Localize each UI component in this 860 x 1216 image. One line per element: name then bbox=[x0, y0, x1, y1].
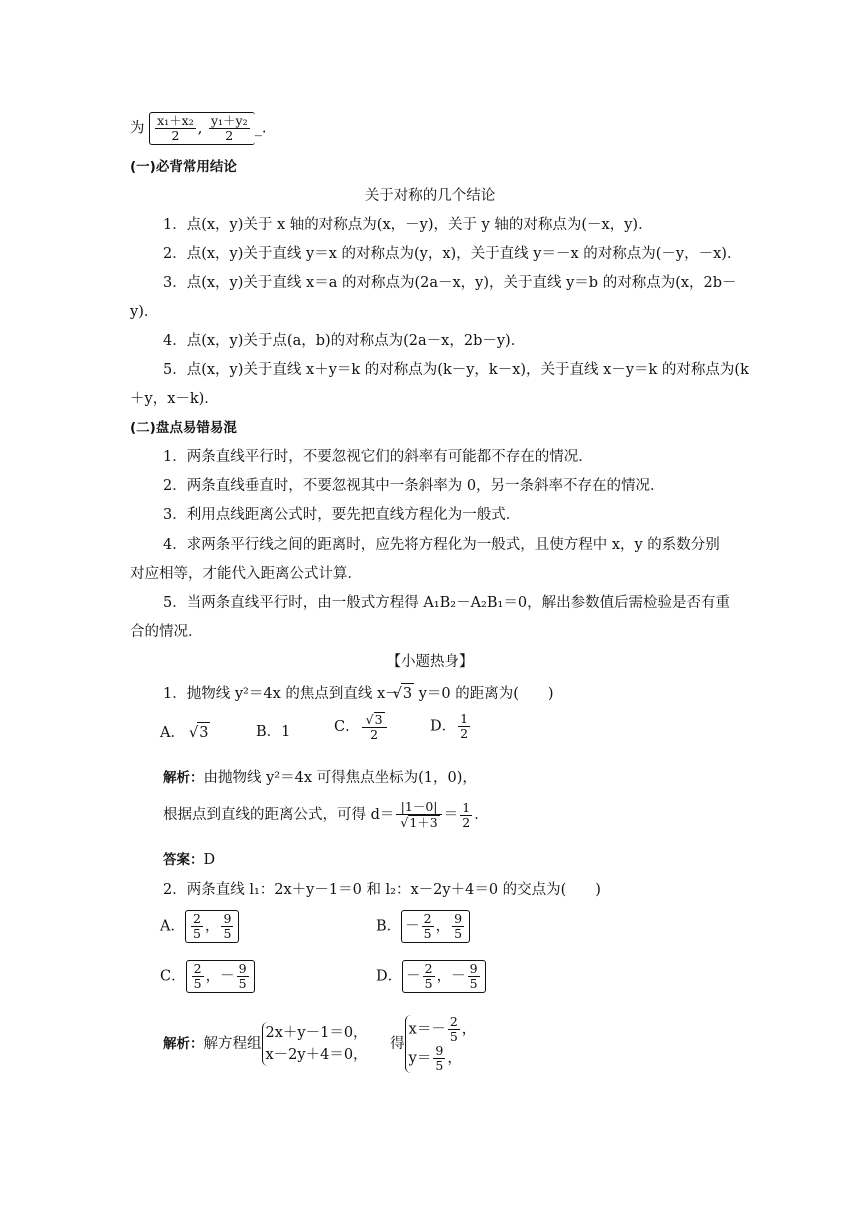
option-label: D． bbox=[430, 718, 457, 735]
fraction-num: |1－0| bbox=[396, 800, 441, 815]
distance-fraction bbox=[396, 800, 441, 830]
fraction-den: 5 bbox=[424, 976, 433, 991]
q1-stem-b: y＝0 的距离为( ) bbox=[414, 686, 554, 702]
warmup-title: 【小题热身】 bbox=[386, 654, 474, 670]
fraction-den: 5 bbox=[454, 926, 463, 941]
fraction-den: 5 bbox=[423, 926, 432, 941]
sqrt-term: √ 1＋3 bbox=[408, 815, 439, 830]
solution-y: y＝ bbox=[408, 1050, 432, 1067]
answer-label: 答案： bbox=[163, 852, 204, 868]
q1-answer bbox=[163, 850, 215, 870]
mistake-4: 4．求两条平行线之间的距离时，应先将方程化为一般式，且使方程中 x，y 的系数分别 bbox=[163, 537, 720, 553]
fraction-den: 5 bbox=[469, 976, 478, 991]
mistake-5: 5．当两条直线平行时，由一般式方程得 A₁B₂－A₂B₁＝0，解出参数值后需检验是否有重 bbox=[163, 595, 731, 611]
q2-option-b bbox=[376, 910, 470, 943]
fraction bbox=[458, 712, 470, 741]
option-label: A． bbox=[160, 725, 185, 741]
q1-option-a bbox=[160, 722, 210, 743]
conclusion-4: 4．点(x，y)关于点(a，b)的对称点为(2a－x，2b－y)． bbox=[163, 333, 526, 349]
equation: x－2y＋4＝0， bbox=[265, 1047, 368, 1063]
solution-system: x＝－ $\frac{2}{5}$ ， y＝ $\frac{9}{5}$ ， bbox=[405, 1015, 477, 1073]
option-label: A． bbox=[160, 918, 185, 935]
q2-option-a bbox=[160, 910, 239, 943]
fraction-den: 2 bbox=[171, 128, 180, 143]
conclusion-2: 2．点(x，y)关于直线 y＝x 的对称点为(y，x)，关于直线 y＝－x 的对称点为(－y，－x)． bbox=[163, 246, 742, 262]
conclusion-1: 1．点(x，y)关于 x 轴的对称点为(x，－y)，关于 y 轴的对称点为(－x，y)． bbox=[163, 217, 653, 233]
fraction-den: 5 bbox=[435, 1058, 444, 1073]
sqrt-term: √ 3 bbox=[197, 722, 210, 743]
analysis-text: 得 bbox=[390, 1036, 405, 1052]
fraction-y bbox=[209, 114, 250, 143]
fraction-den: 2 bbox=[460, 726, 469, 741]
fraction-num: 9 bbox=[238, 961, 247, 976]
mistake-5-cont: 合的情况． bbox=[130, 624, 203, 640]
mistake-3: 3．利用点线距离公式时，要先把直线方程化为一般式． bbox=[163, 507, 521, 523]
equals: ＝ bbox=[443, 807, 459, 823]
q1-option-b: B．1 bbox=[256, 724, 291, 740]
fraction-num: 9 bbox=[223, 911, 232, 926]
option-label: B． bbox=[376, 918, 402, 935]
fraction-den: 5 bbox=[193, 976, 202, 991]
q1-option-c bbox=[334, 712, 389, 742]
fraction-den: 5 bbox=[238, 976, 247, 991]
fraction-den: 2 bbox=[370, 727, 379, 742]
fraction-num: 9 bbox=[469, 961, 478, 976]
fraction-num: 1 bbox=[462, 799, 471, 815]
analysis-text: 解方程组 bbox=[203, 1036, 262, 1052]
prefix-text: 为 bbox=[130, 120, 145, 137]
conclusion-3-cont: y)． bbox=[130, 304, 159, 320]
mistake-2: 2．两条直线垂直时，不要忽视其中一条斜率为 0，另一条斜率不存在的情况． bbox=[163, 478, 665, 494]
q2-option-d bbox=[376, 960, 486, 993]
fraction bbox=[362, 712, 387, 742]
fraction-den: 2 bbox=[462, 814, 471, 830]
conclusion-5: 5．点(x，y)关于直线 x＋y＝k 的对称点为(k－y，k－x)，关于直线 x－y＝k 的对称点为(k bbox=[163, 362, 749, 378]
section-subtitle: 关于对称的几个结论 bbox=[364, 188, 496, 204]
fraction-num: 9 bbox=[454, 911, 463, 926]
result-fraction bbox=[460, 801, 472, 830]
option-label: C． bbox=[160, 968, 186, 985]
equation-system bbox=[262, 1022, 368, 1066]
analysis-text: 由抛物线 y²＝4x 可得焦点坐标为(1，0)， bbox=[203, 770, 477, 786]
fraction-den: 5 bbox=[192, 926, 201, 941]
coordinate: $\frac{2}{5}$ ， $\frac{9}{5}$ bbox=[185, 910, 239, 943]
fraction-den: 5 bbox=[223, 926, 232, 941]
fraction-num: 2 bbox=[424, 961, 433, 976]
q2-option-c bbox=[160, 960, 255, 993]
mistake-4-cont: 对应相等，才能代入距离公式计算． bbox=[130, 566, 362, 582]
analysis-label: 解析： bbox=[163, 770, 204, 786]
coordinate: － $\frac{2}{5}$ ，－ $\frac{9}{5}$ bbox=[402, 960, 485, 993]
period: ． bbox=[474, 807, 489, 823]
q2-stem: 2．两条直线 l₁：2x＋y－1＝0 和 l₂：x－2y＋4＝0 的交点为( ) bbox=[163, 882, 601, 898]
fraction-num: 9 bbox=[435, 1043, 444, 1058]
sqrt-term: √ 3 bbox=[374, 712, 385, 727]
analysis-text: 根据点到直线的距离公式，可得 d＝ bbox=[163, 807, 395, 823]
solution-x: x＝－ bbox=[408, 1021, 446, 1038]
q2-analysis bbox=[163, 1015, 476, 1073]
mistake-1: 1．两条直线平行时，不要忽视它们的斜率有可能都不存在的情况． bbox=[163, 449, 593, 465]
answer-value: D bbox=[203, 852, 216, 868]
conclusion-5-cont: ＋y，x－k)． bbox=[130, 391, 219, 407]
fraction-den: 5 bbox=[449, 1029, 458, 1044]
q1-analysis-2 bbox=[163, 800, 489, 830]
section-title-1: (一)必背常用结论 bbox=[130, 159, 237, 175]
fraction-x bbox=[155, 114, 196, 143]
option-label: D． bbox=[376, 968, 403, 985]
equation: 2x＋y－1＝0， bbox=[265, 1025, 368, 1041]
q1-option-d bbox=[430, 712, 472, 741]
midpoint-paren: $\frac{\text{x₁＋x₂}}{2}$ , $\frac{\text{y₁＋y₂}}{2}$ bbox=[149, 112, 255, 145]
fraction-num: 2 bbox=[449, 1014, 458, 1029]
midpoint-formula: 为 $\frac{\text{x₁＋x₂}}{2}$ , $\frac{\text{y₁＋y₂}}{2}$ _. bbox=[130, 113, 267, 143]
fraction-den: 2 bbox=[225, 128, 234, 143]
q1-analysis-1 bbox=[163, 768, 477, 788]
fraction-num: x₁＋x₂ bbox=[157, 113, 194, 128]
conclusion-3: 3．点(x，y)关于直线 x＝a 的对称点为(2a－x，y)，关于直线 y＝b 的对称点为(x，2b－ bbox=[163, 275, 737, 291]
fraction-num: 2 bbox=[193, 961, 202, 976]
fraction-num: 2 bbox=[423, 911, 432, 926]
option-label: C． bbox=[334, 719, 360, 735]
analysis-label: 解析： bbox=[163, 1036, 204, 1052]
q1-stem-a: 1．抛物线 y²＝4x 的焦点到直线 x－ bbox=[163, 686, 400, 702]
coordinate: $\frac{2}{5}$ ，－ $\frac{9}{5}$ bbox=[186, 960, 255, 993]
fraction-num: 1 bbox=[460, 711, 469, 726]
sqrt-term: √ 3 bbox=[401, 683, 414, 704]
fraction-num: y₁＋y₂ bbox=[210, 113, 248, 128]
coordinate: － $\frac{2}{5}$ ， $\frac{9}{5}$ bbox=[401, 910, 470, 943]
fraction-num: 2 bbox=[192, 911, 201, 926]
suffix-text: . bbox=[261, 120, 267, 137]
q1-stem bbox=[163, 683, 554, 704]
section-title-2: (二)盘点易错易混 bbox=[130, 420, 237, 436]
